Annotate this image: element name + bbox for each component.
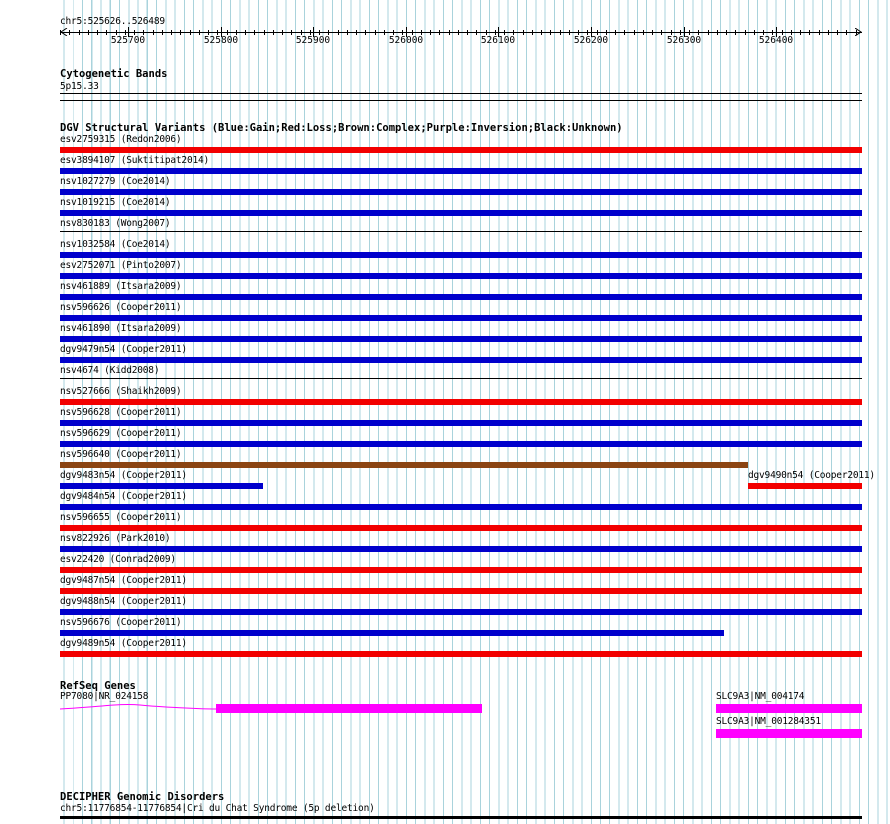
ruler-minor-tick <box>569 30 570 35</box>
ruler-minor-tick <box>467 30 468 35</box>
variant-bar[interactable] <box>60 609 862 615</box>
ruler-minor-tick <box>800 30 801 35</box>
ruler-minor-tick <box>643 30 644 35</box>
ruler-minor-tick <box>439 30 440 35</box>
variant-label[interactable]: dgv9487n54 (Cooper2011) <box>60 575 187 586</box>
cytoband-line[interactable] <box>60 93 862 94</box>
ruler-minor-tick <box>560 30 561 35</box>
ruler-minor-tick <box>550 30 551 35</box>
variant-label[interactable]: nsv461889 (Itsara2009) <box>60 281 182 292</box>
variant-bar[interactable] <box>60 504 862 510</box>
variant-bar[interactable] <box>60 420 862 426</box>
ruler-minor-tick <box>661 30 662 35</box>
gene-label-pp7080[interactable]: PP7080|NR_024158 <box>60 691 149 702</box>
variant-bar[interactable] <box>60 483 263 489</box>
variant-label[interactable]: nsv596676 (Cooper2011) <box>60 617 182 628</box>
variant-bar[interactable] <box>60 525 862 531</box>
ruler-minor-tick <box>754 30 755 35</box>
ruler-tick-label: 525800 <box>203 35 239 46</box>
ruler-minor-tick <box>282 30 283 35</box>
ruler-minor-tick <box>809 30 810 35</box>
ruler-minor-tick <box>523 30 524 35</box>
ruler-minor-tick <box>97 30 98 35</box>
ruler-minor-tick <box>153 30 154 35</box>
ruler-minor-tick <box>532 30 533 35</box>
variant-bar[interactable] <box>60 399 862 405</box>
cytoband-bottom-line <box>60 100 862 101</box>
gene-exon-pp7080[interactable] <box>216 704 482 713</box>
variant-label[interactable]: nsv596640 (Cooper2011) <box>60 449 182 460</box>
gene-label-slc9a3-1[interactable]: SLC9A3|NM_004174 <box>716 691 805 702</box>
ruler-minor-tick <box>726 30 727 35</box>
ruler-minor-tick <box>106 30 107 35</box>
gene-intron-line <box>60 700 220 714</box>
variant-label[interactable]: nsv1027279 (Coe2014) <box>60 176 171 187</box>
variant-label[interactable]: nsv1019215 (Coe2014) <box>60 197 171 208</box>
ruler-right-arrow-icon <box>855 28 863 36</box>
ruler-minor-tick <box>652 30 653 35</box>
ruler-minor-tick <box>347 30 348 35</box>
variant-label[interactable]: nsv4674 (Kidd2008) <box>60 365 160 376</box>
ruler-minor-tick <box>273 30 274 35</box>
ruler-minor-tick <box>615 30 616 35</box>
variant-label[interactable]: esv2752071 (Pinto2007) <box>60 260 182 271</box>
variant-bar[interactable] <box>748 483 862 489</box>
ruler-tick-label: 525700 <box>110 35 146 46</box>
variant-label[interactable]: nsv596628 (Cooper2011) <box>60 407 182 418</box>
variant-label[interactable]: nsv830183 (Wong2007) <box>60 218 171 229</box>
variant-label[interactable]: nsv527666 (Shaikh2009) <box>60 386 182 397</box>
gene-exon-slc9a3-2[interactable] <box>716 729 862 738</box>
ruler-left-arrow-icon <box>60 28 68 36</box>
variant-bar[interactable] <box>60 252 862 258</box>
variant-label[interactable]: nsv1032584 (Coe2014) <box>60 239 171 250</box>
ruler-minor-tick <box>541 30 542 35</box>
ruler-minor-tick <box>708 30 709 35</box>
variant-label[interactable]: dgv9479n54 (Cooper2011) <box>60 344 187 355</box>
ruler-minor-tick <box>180 30 181 35</box>
ruler-minor-tick <box>384 30 385 35</box>
variant-label[interactable]: dgv9489n54 (Cooper2011) <box>60 638 187 649</box>
gene-label-slc9a3-2[interactable]: SLC9A3|NM_001284351 <box>716 716 821 727</box>
decipher-title[interactable]: DECIPHER Genomic Disorders <box>60 791 225 803</box>
ruler-minor-tick <box>254 30 255 35</box>
ruler-minor-tick <box>735 30 736 35</box>
ruler-tick-label: 526000 <box>388 35 424 46</box>
variant-bar[interactable] <box>60 315 862 321</box>
ruler-minor-tick <box>365 30 366 35</box>
variant-bar[interactable] <box>60 336 862 342</box>
gene-exon-slc9a3-1[interactable] <box>716 704 862 713</box>
ruler-minor-tick <box>356 30 357 35</box>
ruler-minor-tick <box>819 30 820 35</box>
ruler-minor-tick <box>846 30 847 35</box>
variant-bar[interactable] <box>60 273 862 279</box>
variant-bar[interactable] <box>60 378 862 379</box>
ruler-tick-label: 526400 <box>758 35 794 46</box>
ruler-minor-tick <box>430 30 431 35</box>
variant-bar[interactable] <box>60 210 862 216</box>
ruler-minor-tick <box>624 30 625 35</box>
variant-label[interactable]: esv2759315 (Redon2006) <box>60 134 182 145</box>
ruler-minor-tick <box>837 30 838 35</box>
variant-label[interactable]: nsv596626 (Cooper2011) <box>60 302 182 313</box>
ruler-minor-tick <box>162 30 163 35</box>
ruler-tick-label: 525900 <box>295 35 331 46</box>
ruler-minor-tick <box>458 30 459 35</box>
ruler-tick-label: 526300 <box>666 35 702 46</box>
variant-bar[interactable] <box>60 546 862 552</box>
variant-label[interactable]: esv22420 (Conrad2009) <box>60 554 176 565</box>
decipher-item-bar[interactable] <box>60 816 862 819</box>
ruler-minor-tick <box>338 30 339 35</box>
ruler-minor-tick <box>199 30 200 35</box>
dgv-title[interactable]: DGV Structural Variants (Blue:Gain;Red:Loss;Brown:Complex;Purple:Inversion;Black:Unknown) <box>60 122 623 134</box>
variant-bar[interactable] <box>60 231 862 232</box>
ruler-tick-label: 526200 <box>573 35 609 46</box>
decipher-item-label[interactable]: chr5:11776854-11776854|Cri du Chat Syndrome (5p deletion) <box>60 803 375 814</box>
variant-bar[interactable] <box>60 357 862 363</box>
variant-bar[interactable] <box>60 567 862 573</box>
variant-label[interactable]: dgv9483n54 (Cooper2011) <box>60 470 187 481</box>
region-label: chr5:525626..526489 <box>60 16 165 27</box>
ruler-minor-tick <box>171 30 172 35</box>
variant-bar[interactable] <box>60 189 862 195</box>
variant-bar[interactable] <box>60 441 862 447</box>
variant-bar[interactable] <box>60 294 862 300</box>
ruler-minor-tick <box>449 30 450 35</box>
ruler-minor-tick <box>245 30 246 35</box>
variant-bar[interactable] <box>60 588 862 594</box>
ruler-minor-tick <box>717 30 718 35</box>
variant-label[interactable]: dgv9484n54 (Cooper2011) <box>60 491 187 502</box>
cytoband-title[interactable]: Cytogenetic Bands <box>60 68 168 80</box>
variant-label[interactable]: dgv9490n54 (Cooper2011) <box>748 470 875 481</box>
variant-bar[interactable] <box>60 168 862 174</box>
ruler-tick-label: 526100 <box>480 35 516 46</box>
variant-bar[interactable] <box>60 651 862 657</box>
variant-label[interactable]: dgv9488n54 (Cooper2011) <box>60 596 187 607</box>
variant-bar[interactable] <box>60 147 862 153</box>
cytoband-label: 5p15.33 <box>60 81 99 92</box>
variant-label[interactable]: nsv822926 (Park2010) <box>60 533 171 544</box>
ruler-minor-tick <box>828 30 829 35</box>
variant-label[interactable]: nsv596655 (Cooper2011) <box>60 512 182 523</box>
ruler-minor-tick <box>634 30 635 35</box>
refseq-title[interactable]: RefSeq Genes <box>60 680 136 692</box>
ruler-minor-tick <box>69 30 70 35</box>
ruler-minor-tick <box>190 30 191 35</box>
ruler-minor-tick <box>745 30 746 35</box>
variant-label[interactable]: nsv596629 (Cooper2011) <box>60 428 182 439</box>
variant-bar[interactable] <box>60 462 748 468</box>
ruler-minor-tick <box>88 30 89 35</box>
variant-label[interactable]: nsv461890 (Itsara2009) <box>60 323 182 334</box>
ruler-minor-tick <box>375 30 376 35</box>
variant-label[interactable]: esv3894107 (Suktitipat2014) <box>60 155 210 166</box>
ruler-minor-tick <box>291 30 292 35</box>
ruler-minor-tick <box>264 30 265 35</box>
ruler-minor-tick <box>476 30 477 35</box>
ruler-minor-tick <box>79 30 80 35</box>
variant-bar[interactable] <box>60 630 724 636</box>
